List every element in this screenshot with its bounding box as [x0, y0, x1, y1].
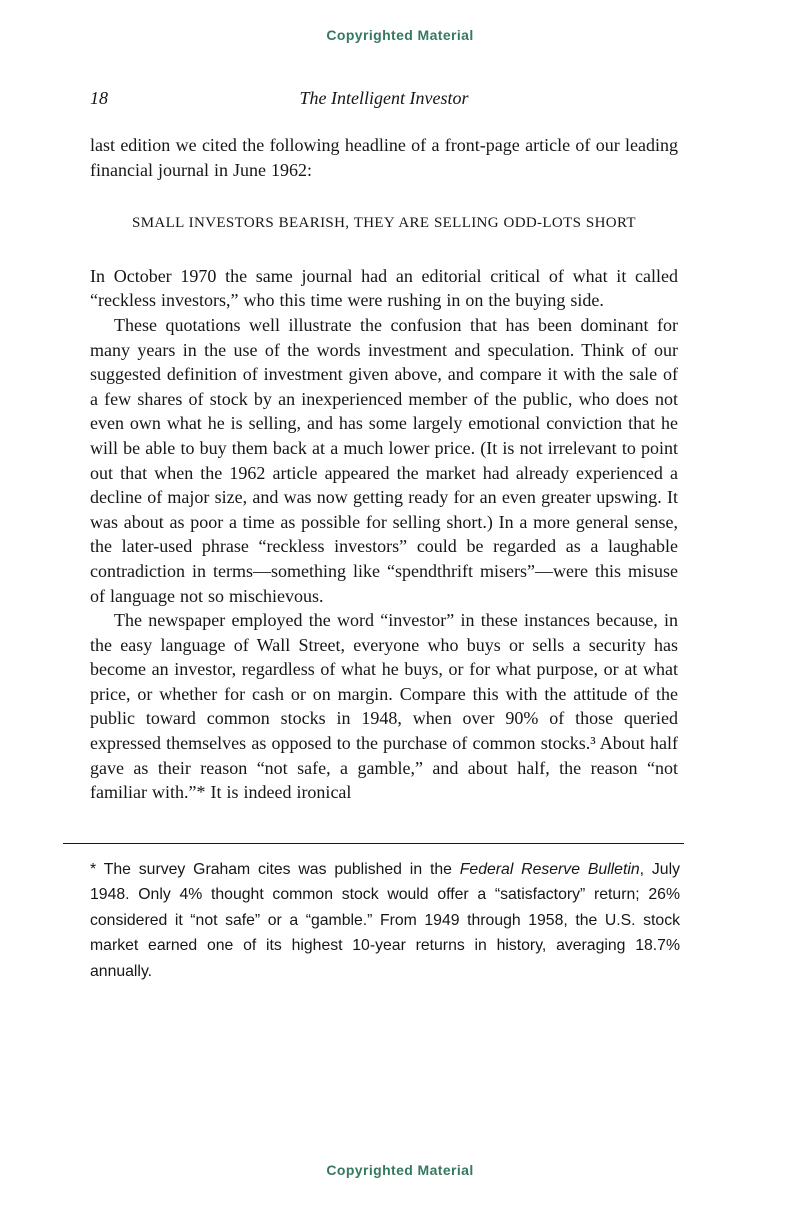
footnote-divider [63, 843, 684, 844]
running-title: The Intelligent Investor [299, 88, 469, 108]
copyright-notice-top: Copyrighted Material [326, 27, 474, 43]
footnote-text-end: , July 1948. Only 4% thought common stock would offer a “satisfactory” return; 26% considered it “not safe” or a “gamble.” From 1949 through 1958, the U.S. stock market earned one of its highest 10-year returns in history, averaging 18.7% annually. [90, 860, 680, 980]
copyright-notice-bottom: Copyrighted Material [326, 1162, 474, 1178]
footnote [90, 857, 680, 985]
news-headline: SMALL INVESTORS BEARISH, THEY ARE SELLING ODD-LOTS SHORT [132, 215, 636, 232]
paragraph-quotations: These quotations well illustrate the confusion that has been dominant for many years in the use of the words investment and speculation. Think of our suggested definition of investment given above, and compare it with the sale of a few shares of stock by an inexperienced member of the public, who does not even own what he is selling, and has some largely emotional conviction that he will be able to buy them back at a much lower price. (It is not irrelevant to point out that when the 1962 article appeared the market had already experienced a decline of major size, and was now getting ready for an even greater upswing. It was about as poor a time as possible for selling short.) In a more general sense, the later-used phrase “reckless investors” could be regarded as a laughable contradiction in terms—something like “spendthrift misers”—were this misuse of language not so mischievous. [90, 314, 678, 606]
footnote-journal-title: Federal Reserve Bulletin [459, 860, 640, 878]
paragraph-intro: last edition we cited the following headline of a front-page article of our leading financial journal in June 1962: [90, 135, 678, 180]
body-text [90, 133, 678, 805]
footnote-text-start: * The survey Graham cites was published in the [90, 860, 460, 878]
page-number: 18 [90, 88, 108, 108]
page-header [90, 88, 678, 109]
paragraph-newspaper: The newspaper employed the word “investor” in these instances because, in the easy language of Wall Street, everyone who buys or sells a security has become an investor, regardless of what he buys, or for what purpose, or at what price, or whether for cash or on margin. Compare this with the attitude of the public toward common stocks in 1948, when over 90% of those queried expressed themselves as opposed to the purchase of common stocks.³ About half gave as their reason “not safe, a gamble,” and about half, the reason “not familiar with.”* It is indeed ironical [90, 610, 678, 803]
paragraph-october-1970: In October 1970 the same journal had an editorial critical of what it called “reckless investors,” who this time were rushing in on the buying side. [90, 265, 678, 311]
